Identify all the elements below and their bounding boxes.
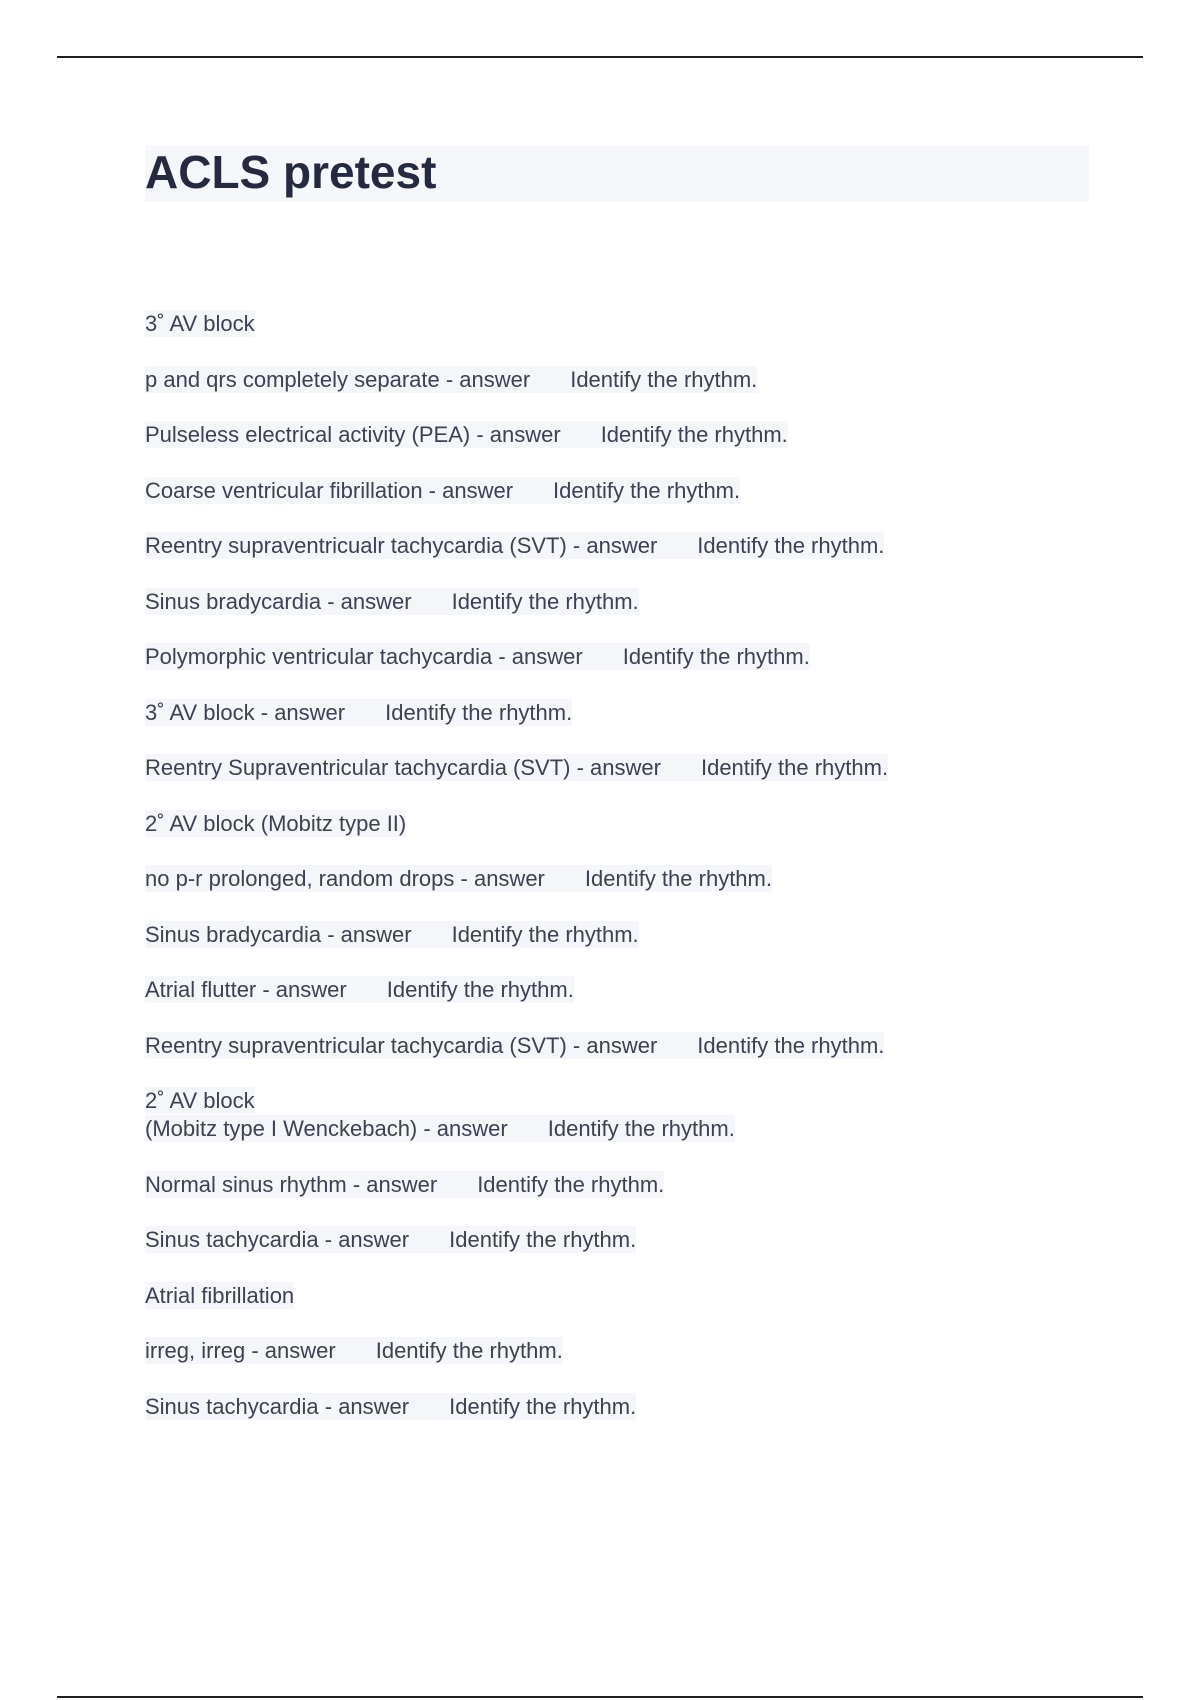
question-prompt: Identify the rhythm.	[451, 588, 639, 614]
list-item	[145, 1393, 1145, 1421]
answer-text: Sinus bradycardia - answer	[145, 588, 452, 615]
bottom-rule	[57, 1696, 1143, 1698]
line-text: 2˚ AV block	[145, 1088, 255, 1113]
list-item	[145, 921, 1145, 949]
answer-text: Sinus tachycardia - answer	[145, 1393, 449, 1420]
answer-text: Atrial flutter - answer	[145, 976, 387, 1003]
answer-text: no p-r prolonged, random drops - answer	[145, 865, 585, 892]
answer-text: Reentry supraventricular tachycardia (SVT) - answer	[145, 1032, 697, 1059]
answer-text: Coarse ventricular fibrillation - answer	[145, 477, 553, 504]
question-prompt: Identify the rhythm.	[697, 1032, 885, 1058]
list-item	[145, 1337, 1145, 1365]
list-item	[145, 477, 1145, 505]
question-prompt: Identify the rhythm.	[477, 1171, 665, 1197]
list-item	[145, 1032, 1145, 1060]
question-prompt: Identify the rhythm.	[449, 1393, 637, 1419]
question-prompt: Identify the rhythm.	[385, 699, 573, 725]
answer-text: irreg, irreg - answer	[145, 1337, 376, 1364]
list-item	[145, 643, 1145, 671]
list-item	[145, 976, 1145, 1004]
list-item	[145, 1282, 1145, 1310]
answer-text: Reentry Supraventricular tachycardia (SVT) - answer	[145, 754, 701, 781]
answer-text: Sinus bradycardia - answer	[145, 921, 452, 948]
line-text: 3˚ AV block	[145, 311, 255, 336]
answer-text: Pulseless electrical activity (PEA) - answer	[145, 421, 601, 448]
question-prompt: Identify the rhythm.	[622, 644, 810, 669]
list-item	[145, 865, 1145, 893]
list-item	[145, 532, 1145, 560]
question-prompt: Identify the rhythm.	[570, 366, 758, 392]
list-item	[145, 1171, 1145, 1199]
answer-text: (Mobitz type I Wenckebach) - answer	[145, 1115, 548, 1142]
answer-text: Normal sinus rhythm - answer	[145, 1171, 477, 1198]
list-item	[145, 699, 1145, 727]
question-prompt: Identify the rhythm.	[375, 1338, 563, 1363]
answer-text: Reentry supraventricualr tachycardia (SVT) - answer	[145, 532, 697, 559]
answer-text: p and qrs completely separate - answer	[145, 366, 570, 393]
question-prompt: Identify the rhythm.	[451, 921, 639, 947]
question-prompt: Identify the rhythm.	[553, 477, 741, 503]
line-text: 2˚ AV block (Mobitz type II)	[145, 810, 407, 836]
question-prompt: Identify the rhythm.	[547, 1116, 735, 1141]
question-prompt: Identify the rhythm.	[600, 422, 788, 447]
list-item	[145, 810, 1145, 838]
list-item	[145, 421, 1145, 449]
question-prompt: Identify the rhythm.	[449, 1227, 637, 1252]
question-prompt: Identify the rhythm.	[584, 866, 772, 891]
top-rule	[57, 56, 1143, 58]
list-item	[145, 366, 1145, 394]
answer-text: 3˚ AV block - answer	[145, 699, 385, 726]
answer-text: Polymorphic ventricular tachycardia - answer	[145, 643, 623, 670]
flashcard-list	[145, 310, 1145, 1448]
list-item	[145, 588, 1145, 616]
list-item	[145, 754, 1145, 782]
answer-text: Sinus tachycardia - answer	[145, 1226, 449, 1253]
question-prompt: Identify the rhythm.	[700, 755, 889, 780]
list-item	[145, 310, 1145, 338]
list-item	[145, 1087, 1145, 1143]
question-prompt: Identify the rhythm.	[697, 533, 885, 558]
question-prompt: Identify the rhythm.	[386, 977, 574, 1002]
page-title: ACLS pretest	[145, 146, 437, 198]
line-text: Atrial fibrillation	[145, 1282, 295, 1308]
list-item	[145, 1226, 1145, 1254]
